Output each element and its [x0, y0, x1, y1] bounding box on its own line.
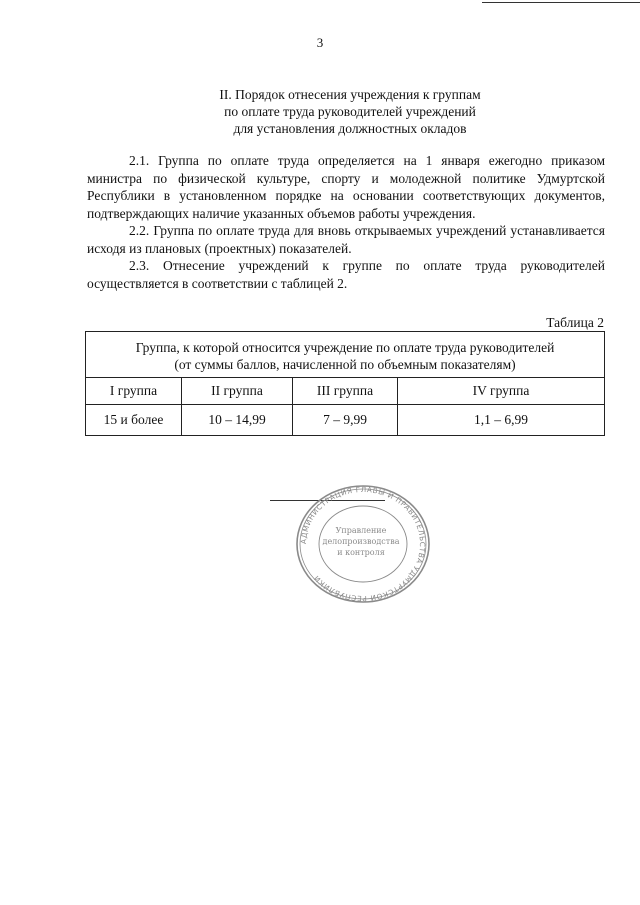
range-4-cell: 1,1 – 6,99 [398, 405, 605, 436]
heading-line-3: для установления должностных окладов [233, 121, 467, 136]
group-3-cell: III группа [293, 378, 398, 405]
stamp-ring-text: АДМИНИСТРАЦИЯ ГЛАВЫ И ПРАВИТЕЛЬСТВА УДМУРТСКОЙ РЕСПУБЛИКИ [298, 484, 428, 604]
top-edge-line [482, 2, 640, 3]
table-header-line-1: Группа, к которой относится учреждение по оплате труда руководителей [135, 340, 555, 355]
paragraph-2-1: 2.1. Группа по оплате труда определяется на 1 января ежегодно приказом министра по физической культуре, спорту и молодежной политике Удмуртской Республики в установленном порядке на основании соответствующих документов, подтверждающих наличие указанных объемов работы учреждения. [87, 153, 605, 221]
range-1-cell: 15 и более [86, 405, 182, 436]
table-2 [85, 331, 605, 436]
group-2-cell: II группа [182, 378, 293, 405]
table-header [86, 332, 605, 378]
group-4-cell: IV группа [398, 378, 605, 405]
official-stamp [288, 484, 438, 604]
table-header-line-2: (от суммы баллов, начисленной по объемным показателям) [174, 357, 516, 372]
heading-line-1: II. Порядок отнесения учреждения к группам [219, 87, 481, 102]
heading-line-2: по оплате труда руководителей учреждений [224, 104, 476, 119]
stamp-center-line-2: делопроизводства [322, 537, 400, 546]
body-text [87, 152, 605, 292]
section-heading [0, 86, 640, 137]
stamp-center-line-1: Управление [335, 526, 387, 535]
stamp-center-line-3: и контроля [337, 548, 385, 557]
paragraph-2-3: 2.3. Отнесение учреждений к группе по оплате труда руководителей осуществляется в соответствии с таблицей 2. [87, 258, 605, 291]
group-1-cell: I группа [86, 378, 182, 405]
range-2-cell: 10 – 14,99 [182, 405, 293, 436]
table-caption: Таблица 2 [546, 315, 604, 330]
page-number: 3 [316, 35, 324, 50]
range-3-cell: 7 – 9,99 [293, 405, 398, 436]
paragraph-2-2: 2.2. Группа по оплате труда для вновь открываемых учреждений устанавливается исходя из плановых (проектных) показателей. [87, 223, 605, 256]
